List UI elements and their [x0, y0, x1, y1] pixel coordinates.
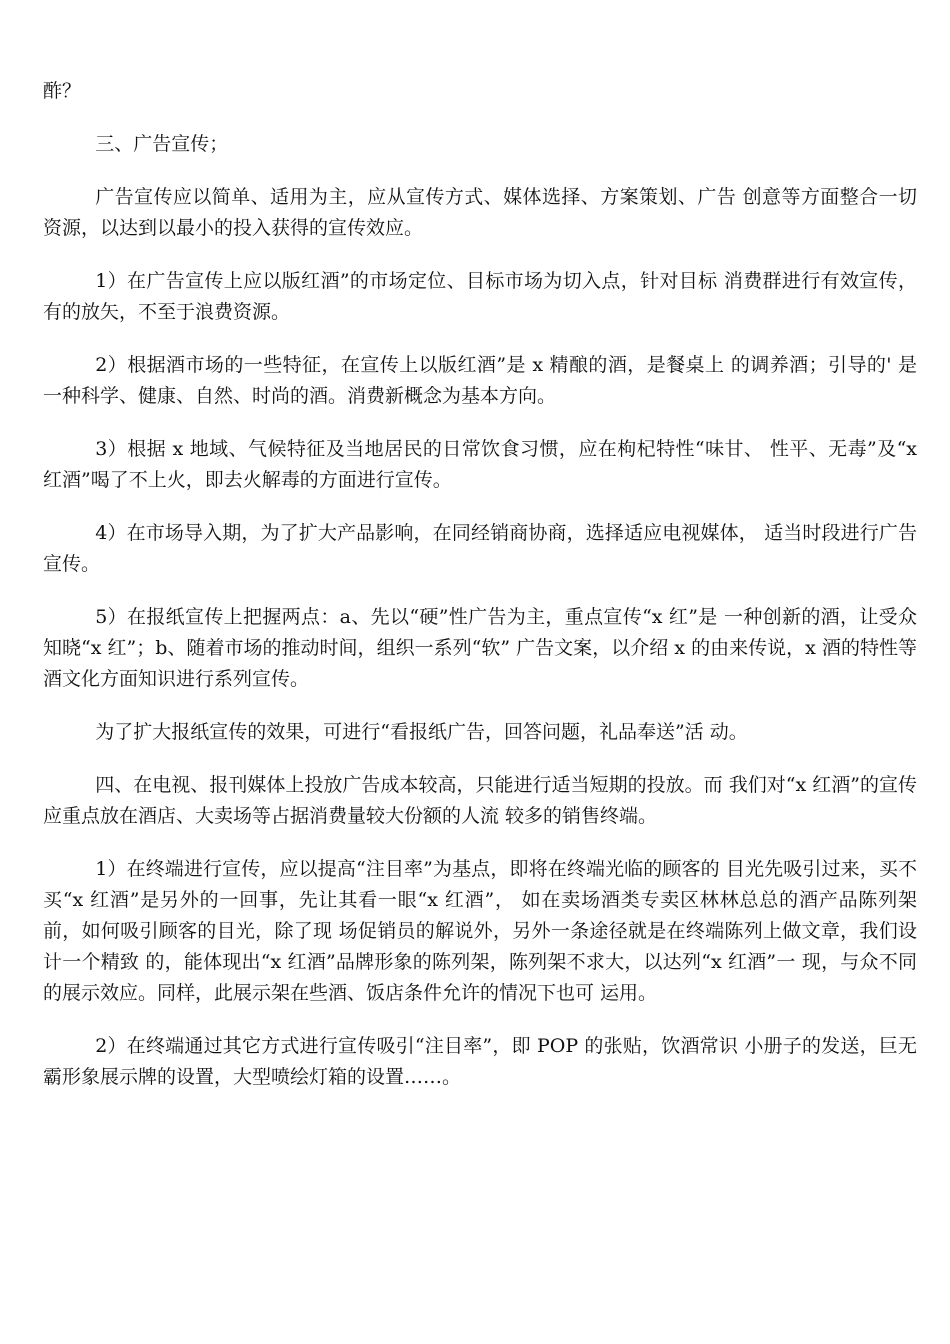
section-heading-advertising: 三、广告宣传； [95, 133, 229, 155]
paragraph-point-2: 2）根据酒市场的一些特征，在宣传上以版红酒”是 x 精酿的酒，是餐桌上 的调养酒；引导的' 是一种科学、健康、自然、时尚的酒。消费新概念为基本方向。 [43, 354, 917, 407]
paragraph-terminal-point-1: 1）在终端进行宣传，应以提高“注目率”为基点，即将在终端光临的顾客的 目光先吸引过来，买不买“x 红酒”是另外的一回事，先让其看一眼“x 红酒”， 如在卖场酒类专卖区林林总总的酒产品陈列架前，如何吸引顾客的目光，除了现 场促销员的解说外，另外一条途径就是在终端陈列上做文章，我们设计一个精致 的，能体现出“x 红酒”品牌形象的陈列架，陈列架不求大，以达列“x 红酒”一 现，与众不同的展示效应。同样，此展示架在些酒、饭店条件允许的情况下也可 运用。 [43, 858, 917, 1004]
paragraph-newspaper-activity: 为了扩大报纸宣传的效果，可进行“看报纸广告，回答问题，礼品奉送”活 动。 [95, 721, 748, 743]
paragraph-point-4: 4）在市场导入期，为了扩大产品影响，在同经销商协商，选择适应电视媒体， 适当时段进行广告宣传。 [43, 522, 917, 575]
section-heading-terminal: 四、在电视、报刊媒体上投放广告成本较高，只能进行适当短期的投放。而 我们对“x 红酒”的宣传应重点放在酒店、大卖场等占据消费量较大份额的人流 较多的销售终端。 [43, 774, 917, 827]
paragraph-point-5: 5）在报纸宣传上把握两点：a、先以“硬”性广告为主，重点宣传“x 红”是 一种创新的酒，让受众知晓“x 红”；b、随着市场的推动时间，组织一系列“软” 广告文案，以介绍 x 的由来传说，x 酒的特性等酒文化方面知识进行系列宣传。 [43, 606, 917, 690]
paragraph-continuation: 酢？ [43, 80, 82, 102]
paragraph-point-3: 3）根据 x 地域、气候特征及当地居民的日常饮食习惯，应在枸杞特性“味甘、 性平、无毒”及“x 红酒”喝了不上火，即去火解毒的方面进行宣传。 [43, 438, 917, 491]
paragraph-terminal-point-2: 2）在终端通过其它方式进行宣传吸引“注目率”，即 POP 的张贴，饮酒常识 小册子的发送，巨无霸形象展示牌的设置，大型喷绘灯箱的设置……。 [43, 1035, 917, 1088]
document-body [43, 76, 917, 1115]
paragraph-advertising-intro: 广告宣传应以简单、适用为主，应从宣传方式、媒体选择、方案策划、广告 创意等方面整合一切资源，以达到以最小的投入获得的宣传效应。 [43, 186, 917, 239]
paragraph-point-1: 1）在广告宣传上应以版红酒”的市场定位、目标市场为切入点，针对目标 消费群进行有效宣传，有的放矢，不至于浪费资源。 [43, 270, 917, 323]
